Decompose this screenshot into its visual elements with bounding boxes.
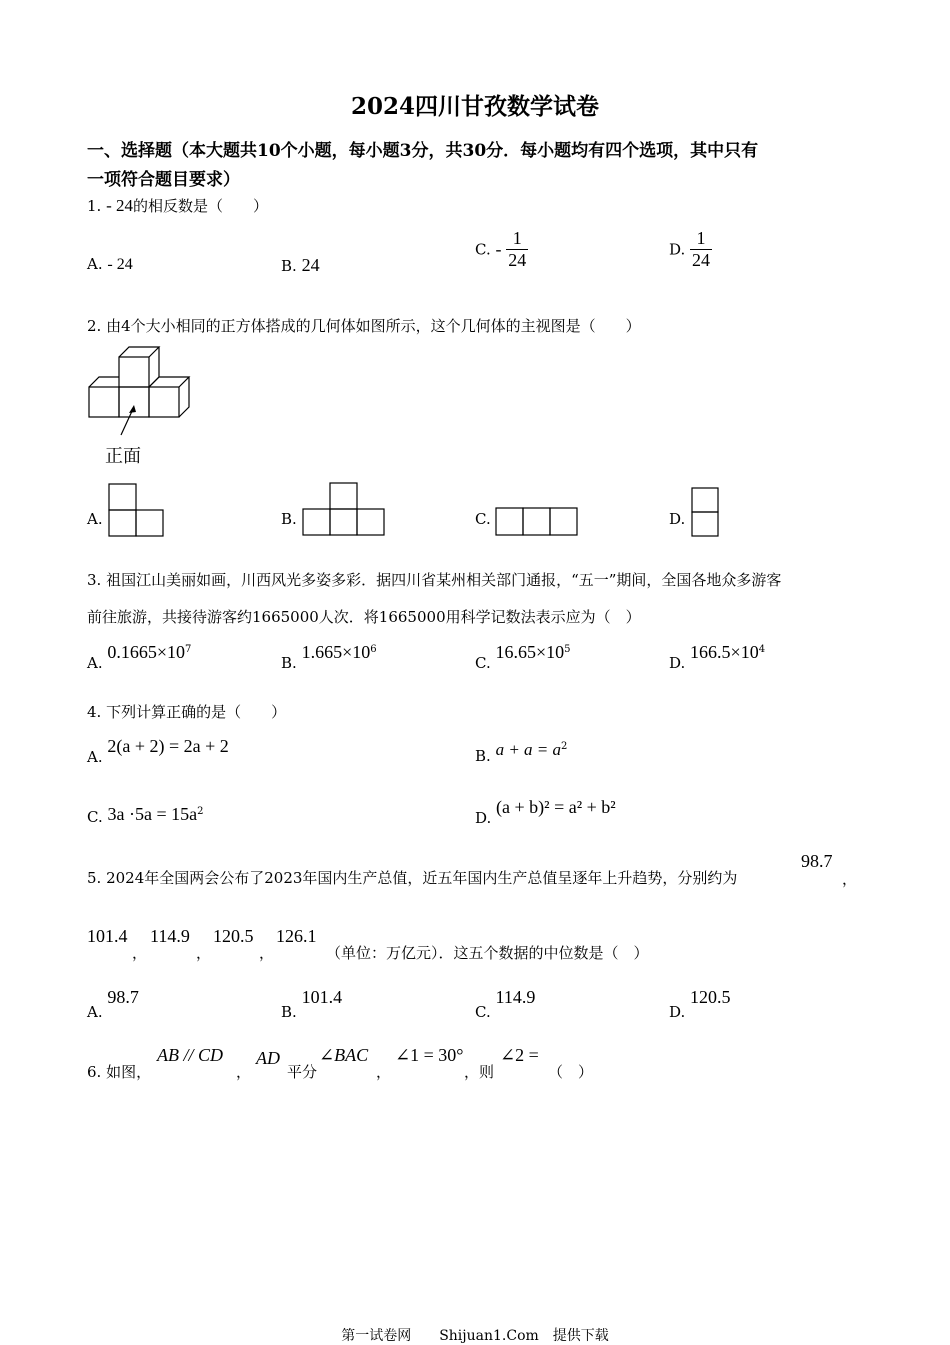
option-expression: 2(a + 2) = 2a + 2	[107, 736, 229, 756]
fraction-numerator: 1	[690, 228, 712, 250]
front-label: 正面	[105, 446, 141, 467]
option-label: C.	[475, 654, 491, 672]
comma: ，	[236, 1063, 252, 1081]
q2-option-a-label: A.	[87, 510, 103, 528]
option-exponent: 2	[197, 806, 204, 817]
comma: ，	[196, 944, 212, 962]
q1-text: 的相反数是（ ）	[133, 197, 269, 215]
option-label: B.	[281, 257, 297, 275]
option-label: C.	[87, 808, 103, 826]
option-value: 1.665×10	[301, 642, 371, 662]
q1-option-d	[669, 228, 712, 271]
option-label: D.	[475, 809, 492, 827]
option-value: 166.5×10	[690, 642, 759, 662]
option-value: 114.9	[495, 987, 536, 1007]
q5-option-d	[669, 987, 731, 1021]
comma: ，	[376, 1063, 392, 1081]
question-2: 2. 由4个大小相同的正方体搭成的几何体如图所示，这个几何体的主视图是（ ）	[87, 317, 641, 335]
option-expression: a + a = a	[495, 740, 562, 759]
q1-option-b	[281, 255, 320, 276]
fraction-numerator: 1	[506, 228, 528, 250]
q3-option-d	[669, 642, 766, 672]
option-label: A.	[87, 255, 103, 273]
question-4: 4. 下列计算正确的是（ ）	[87, 703, 287, 721]
option-value: 98.7	[107, 987, 139, 1007]
option-label: D.	[669, 654, 686, 672]
option-expression: (a + b)² = a² + b²	[496, 797, 616, 817]
q5-option-a	[87, 987, 139, 1021]
q5-value-3: 114.9	[150, 926, 190, 946]
option-expression: 3a ·5a = 15a	[107, 804, 198, 824]
q4-option-a	[87, 736, 229, 766]
section-heading-line1: 一、选择题（本大题共10个小题，每小题3分，共30分．每小题均有四个选项，其中只有	[87, 141, 759, 161]
option-label: C.	[475, 1003, 491, 1021]
option-fraction	[506, 228, 528, 271]
q3-option-b	[281, 642, 377, 672]
option-exponent: 7	[185, 644, 192, 655]
option-value: 0.1665×10	[107, 642, 186, 662]
option-fraction	[690, 228, 712, 271]
q6-condition-parallel: AB // CD	[157, 1045, 223, 1065]
q1-number: 1.	[87, 197, 102, 215]
q6-bisects-text: 平分	[287, 1063, 318, 1081]
fraction-denominator: 24	[508, 250, 527, 270]
q5-option-c	[475, 987, 536, 1021]
q4-option-b	[475, 740, 568, 765]
page-title: 2024四川甘孜数学试卷	[350, 93, 599, 120]
q6-condition-ad: AD	[256, 1048, 280, 1068]
option-exponent: 6	[370, 644, 377, 655]
question-6-prefix: 6. 如图，	[87, 1063, 152, 1081]
q2-option-d-label: D.	[669, 510, 686, 528]
q6-answer-bracket: （ ）	[548, 1063, 594, 1081]
q6-condition-angle1: ∠1 = 30°	[395, 1045, 464, 1065]
option-value: - 24	[107, 256, 133, 273]
q1-option-c	[475, 228, 528, 271]
option-value: 120.5	[690, 987, 731, 1007]
question-5-line1: 5. 2024年全国两会公布了2023年国内生产总值，近五年国内生产总值呈逐年上升趋势，分别约为	[87, 869, 738, 887]
option-label: D.	[669, 240, 686, 259]
comma: ，	[842, 870, 858, 888]
q5-value-2: 101.4	[87, 926, 128, 946]
option-label: A.	[87, 748, 103, 766]
option-value: 24	[301, 255, 320, 275]
question-3-line2: 前往旅游，共接待游客约1665000人次．将1665000用科学记数法表示应为（ ）	[87, 608, 641, 626]
option-label: A.	[87, 654, 103, 672]
q5-value-4: 120.5	[213, 926, 254, 946]
question-3-line1: 3. 祖国江山美丽如画，川西风光多姿多彩．据四川省某州相关部门通报，“五一”期间，全国各地众多游客	[87, 571, 782, 589]
q5-option-b	[281, 987, 343, 1021]
q6-condition-angle-bac: ∠BAC	[319, 1045, 369, 1065]
q4-option-d	[475, 797, 616, 827]
option-value: 16.65×10	[495, 642, 565, 662]
q3-option-c	[475, 642, 571, 672]
section-heading-line2: 一项符合题目要求）	[87, 170, 240, 190]
q1-expression: - 24	[106, 196, 134, 215]
comma: ，	[132, 944, 148, 962]
option-label: B.	[281, 654, 297, 672]
q2-option-b-figure	[301, 481, 387, 538]
option-label: B.	[281, 1003, 297, 1021]
comma: ，	[259, 944, 275, 962]
q2-option-d-figure	[690, 486, 720, 538]
q2-option-a-figure	[107, 482, 167, 538]
option-sign: -	[495, 239, 502, 259]
q1-option-a	[87, 255, 133, 274]
cube-solid-figure	[85, 345, 197, 445]
q6-ask-angle2: ∠2 =	[500, 1045, 539, 1065]
option-exponent: 5	[564, 644, 571, 655]
q2-option-c-label: C.	[475, 510, 491, 528]
q5-value-5: 126.1	[276, 926, 317, 946]
option-label: C.	[475, 240, 491, 259]
q6-then-text: ，则	[464, 1063, 495, 1081]
option-exponent: 2	[561, 741, 568, 752]
question-5-line2: （单位：万亿元）．这五个数据的中位数是（ ）	[326, 944, 649, 962]
fraction-denominator: 24	[692, 250, 711, 270]
question-1	[87, 195, 268, 216]
option-label: B.	[475, 747, 491, 765]
option-label: D.	[669, 1003, 686, 1021]
q4-option-c	[87, 804, 204, 825]
option-exponent: 4	[758, 644, 766, 655]
q3-option-a	[87, 642, 192, 672]
q5-value-1: 98.7	[801, 851, 833, 871]
page-footer: 第一试卷网 Shijuan1.Com 提供下载	[341, 1328, 609, 1344]
q2-option-c-figure	[494, 506, 580, 538]
option-value: 101.4	[301, 987, 343, 1007]
option-label: A.	[87, 1003, 103, 1021]
q2-option-b-label: B.	[281, 510, 297, 528]
